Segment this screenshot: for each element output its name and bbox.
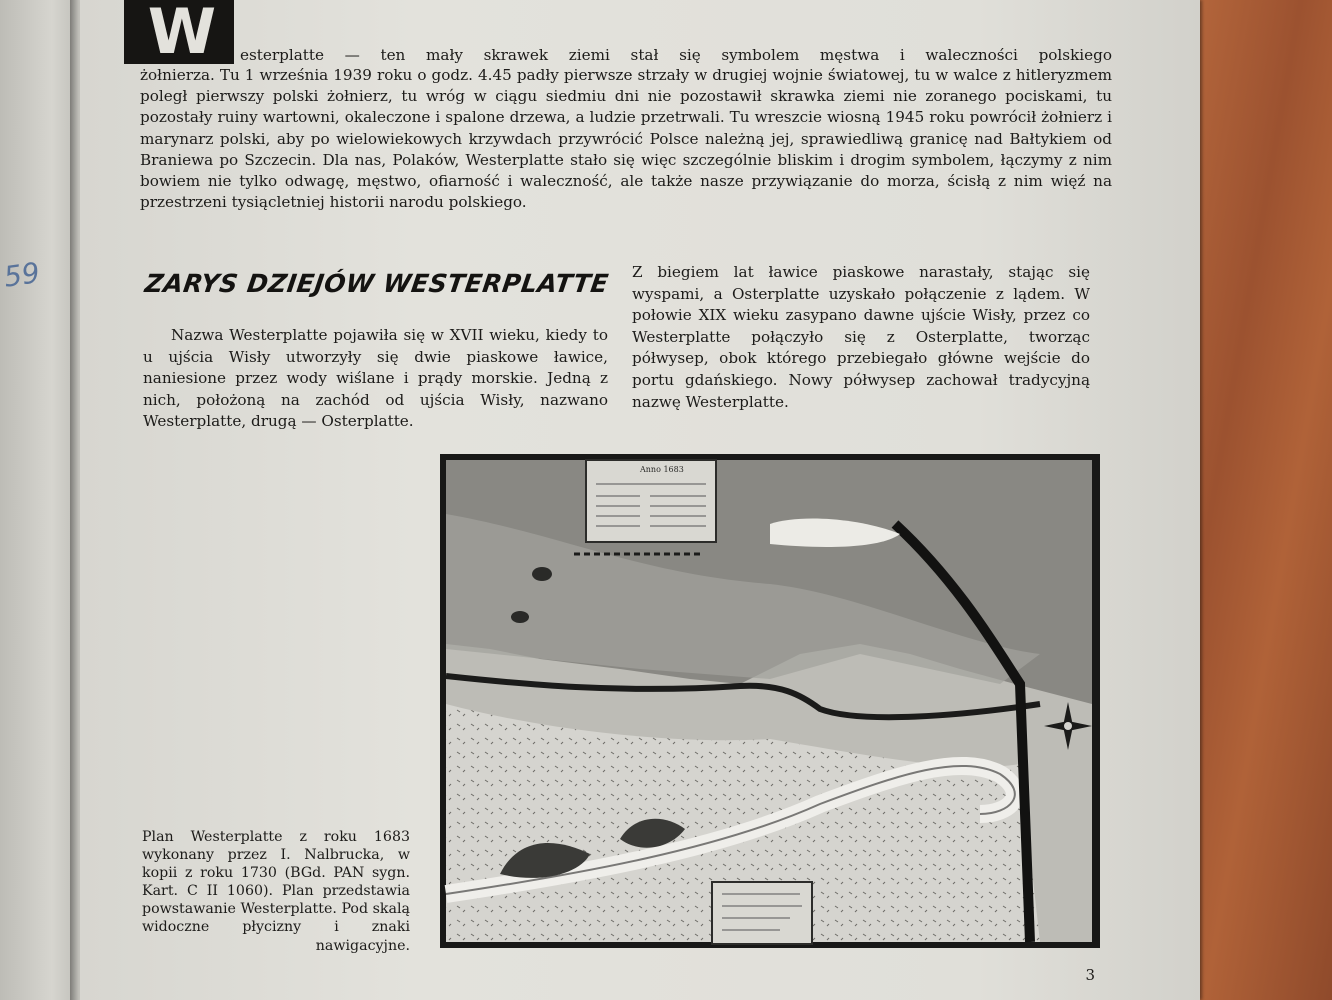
text-column-left bbox=[143, 325, 608, 433]
decorative-initial-letter: W bbox=[124, 0, 234, 64]
text-column-right bbox=[632, 262, 1090, 413]
map-1683-image bbox=[440, 454, 1100, 948]
figure-caption: Plan Westerplatte z roku 1683 wykonany przez I. Nalbrucka, w kopii z roku 1730 (BGd. PAN sygn. Kart. C II 1060). Plan przedstawia powstawanie Westerplatte. Pod skalą widoczne płycizny i znaki nawigacyjne. bbox=[142, 829, 410, 954]
paragraph: Nazwa Westerplatte pojawiła się w XVII wieku, kiedy to u ujścia Wisły utworzyły się dwie piaskowe ławice, naniesione przez wody wiślane i prądy morskie. Jedną z nich, położoną na zachód od ujścia Wisły, nazwano Westerplatte, drugą — Osterplatte. bbox=[143, 326, 608, 431]
historical-map-figure bbox=[440, 454, 1100, 948]
wooden-table-background bbox=[1190, 0, 1332, 1000]
paragraph: Z biegiem lat ławice piaskowe narastały, stając się wyspami, a Osterplatte uzyskało połączenie z lądem. W połowie XIX wieku zasypano dawne ujście Wisły, przez co Westerplatte połączyło się z Osterplatte, tworząc półwysep, obok którego przebiegało główne wejście do portu gdańskiego. Nowy półwysep zachował tradycyjną nazwę Westerplatte. bbox=[632, 263, 1090, 411]
intro-first-line: esterplatte — ten mały skrawek ziemi stał się symbolem męstwa i waleczności polskiego bbox=[240, 46, 1112, 64]
handwritten-margin-note: 59 bbox=[1, 255, 42, 294]
cartouche-bottom bbox=[712, 882, 812, 944]
page-number: 3 bbox=[1085, 966, 1095, 984]
navigation-mark bbox=[532, 567, 552, 581]
book-page bbox=[80, 0, 1200, 1000]
navigation-mark bbox=[511, 611, 529, 623]
intro-paragraph: żołnierza. Tu 1 września 1939 roku o godz. 4.45 padły pierwsze strzały w drugiej wojnie światowej, tu w walce z hitleryzmem poległ pierwszy polski żołnierz, tu wróg w ciągu siedmiu dni nie pozostawił skrawka ziemi nie zoranego pociskami, tu pozostały ruiny wartowni, okaleczone i spalone drzewa, a ludzie przetrwali. Tu wreszcie wiosną 1945 roku powrócił żołnierz i marynarz polski, aby po wielowiekowych krzywdach przywrócić Polsce należną jej, sprawiedliwą granicę nad Bałtykiem od Braniewa po Szczecin. Dla nas, Polaków, Westerplatte stało się więc szczególnie bliskim i drogim symbolem, łączymy z nim bowiem nie tylko odwagę, męstwo, ofiarność i waleczność, ale także nasze przywiązanie do morza, ścisłą z nim więź na przestrzeni tysiącletniej historii narodu polskiego. bbox=[140, 66, 1112, 212]
left-facing-page bbox=[0, 0, 74, 1000]
section-heading: ZARYS DZIEJÓW WESTERPLATTE bbox=[143, 269, 611, 298]
cartouche-top-title: Anno 1683 bbox=[640, 465, 684, 474]
